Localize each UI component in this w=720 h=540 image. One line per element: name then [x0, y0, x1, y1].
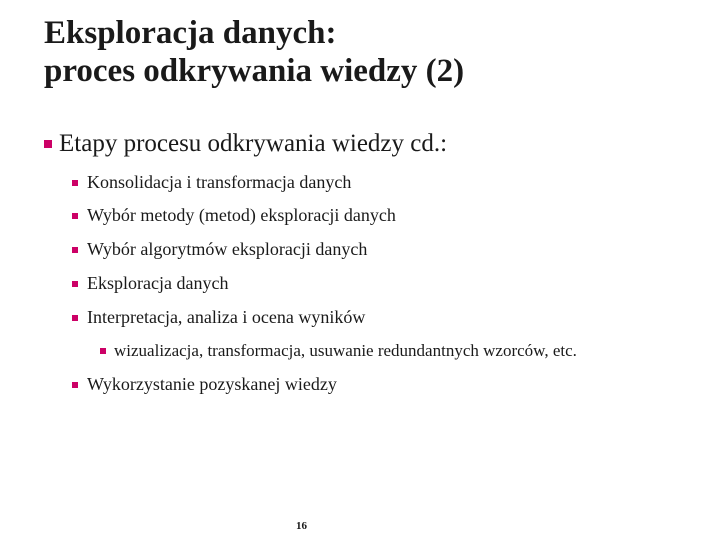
bullet-item: [72, 307, 365, 328]
square-bullet-icon: [44, 140, 52, 148]
page-number: 16: [296, 520, 307, 532]
bullet-sub-item-text: wizualizacja, transformacja, usuwanie redundantnych wzorców, etc.: [114, 341, 577, 360]
square-bullet-icon: [72, 315, 78, 321]
bullet-item: [72, 172, 351, 193]
square-bullet-icon: [100, 348, 106, 354]
square-bullet-icon: [72, 213, 78, 219]
square-bullet-icon: [72, 247, 78, 253]
square-bullet-icon: [72, 382, 78, 388]
bullet-item-text: Wykorzystanie pozyskanej wiedzy: [87, 374, 337, 394]
square-bullet-icon: [72, 281, 78, 287]
square-bullet-icon: [72, 180, 78, 186]
slide-title: [44, 14, 464, 90]
bullet-item: [72, 205, 396, 226]
bullet-item-text: Wybór algorytmów eksploracji danych: [87, 239, 368, 259]
bullet-item: [72, 273, 228, 294]
slide-title-line-2: proces odkrywania wiedzy (2): [44, 53, 465, 89]
slide-title-line-1: Eksploracja danych:: [44, 15, 337, 51]
bullet-item-text: Wybór metody (metod) eksploracji danych: [87, 205, 396, 225]
bullet-main: [44, 130, 447, 158]
bullet-item-text: Eksploracja danych: [87, 273, 229, 293]
bullet-item-text: Interpretacja, analiza i ocena wyników: [87, 307, 366, 327]
bullet-sub-item: [100, 341, 577, 361]
bullet-item: [72, 374, 337, 395]
bullet-item: [72, 239, 367, 260]
bullet-main-text: Etapy procesu odkrywania wiedzy cd.:: [59, 130, 448, 157]
bullet-item-text: Konsolidacja i transformacja danych: [87, 172, 352, 192]
